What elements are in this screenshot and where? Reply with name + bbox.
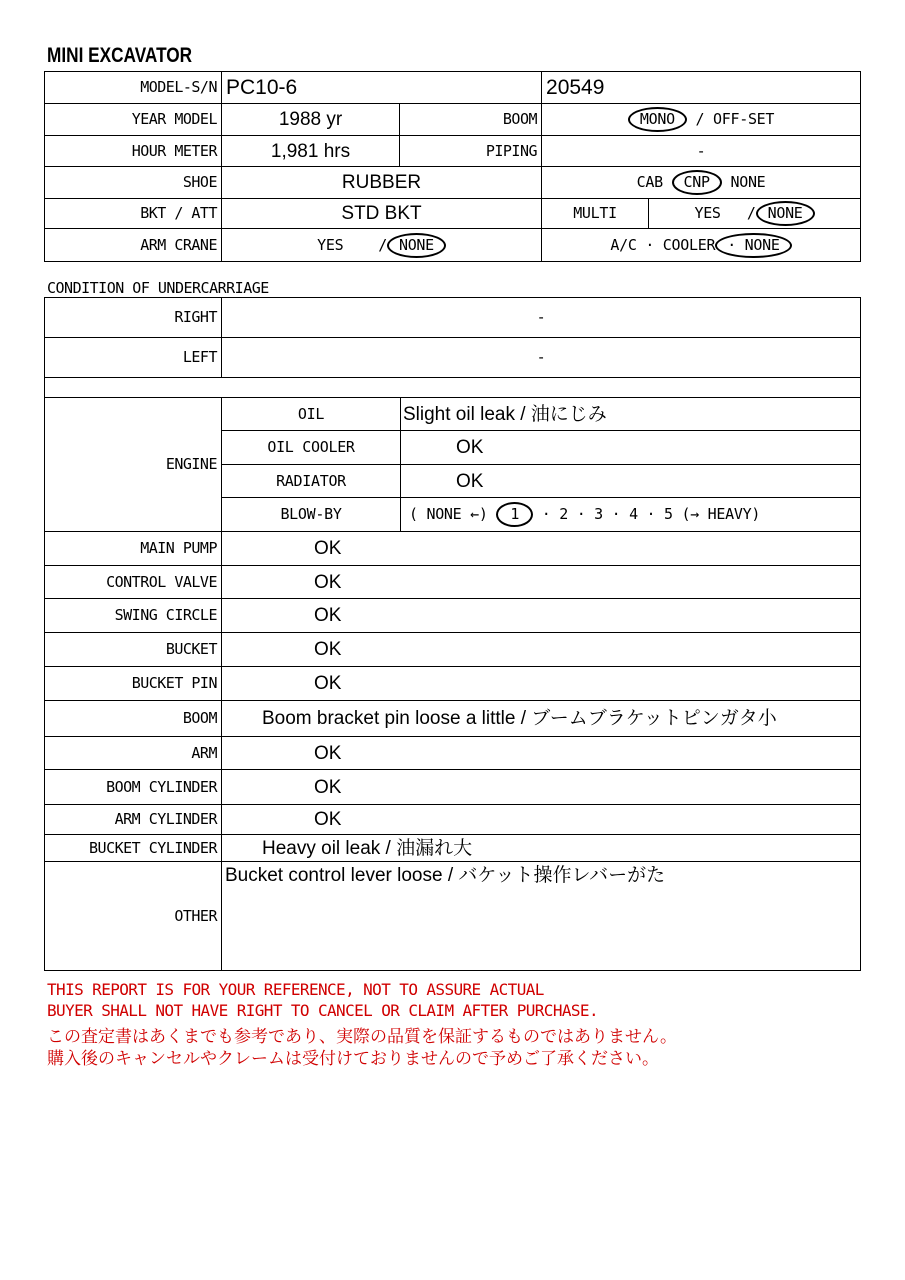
left-label: LEFT	[45, 338, 222, 378]
part-value: OK	[222, 566, 861, 599]
boom-label: BOOM	[400, 104, 542, 136]
model-label: MODEL-S/N	[45, 72, 222, 104]
oil-label: OIL	[222, 398, 401, 431]
armcrane-yes: YES	[317, 235, 344, 254]
cab-none: NONE	[730, 173, 766, 191]
part-value: OK	[222, 805, 861, 835]
other-label: OTHER	[45, 862, 222, 971]
part-value: OK	[222, 532, 861, 566]
undercarriage-heading: CONDITION OF UNDERCARRIAGE	[47, 279, 269, 297]
right-label: RIGHT	[45, 298, 222, 338]
blowby-scale	[401, 498, 861, 532]
year-label: YEAR MODEL	[45, 104, 222, 136]
blowby-1-circled: 1	[496, 502, 533, 527]
shoe-value: RUBBER	[222, 167, 542, 199]
part-value: OK	[222, 770, 861, 805]
piping-label: PIPING	[400, 136, 542, 167]
part-label: BUCKET	[45, 633, 222, 667]
part-label: BUCKET PIN	[45, 667, 222, 701]
part-label: ARM CYLINDER	[45, 805, 222, 835]
part-value: OK	[222, 633, 861, 667]
disclaimer-line-3: この査定書はあくまでも参考であり、実際の品質を保証するものではありません。	[47, 1027, 678, 1046]
hour-value: 1,981 hrs	[222, 136, 400, 167]
part-value: OK	[222, 737, 861, 770]
oil-cooler-label: OIL COOLER	[222, 431, 401, 465]
cab-cnp-circled: CNP	[672, 170, 722, 195]
multi-none-circled: NONE	[756, 201, 815, 226]
armcrane-value: YES / NONE	[222, 229, 542, 262]
disclaimer-line-4: 購入後のキャンセルやクレームは受付けておりませんので予めご了承ください。	[47, 1049, 659, 1068]
boom-offset: OFF-SET	[713, 110, 775, 128]
multi-yes: YES	[694, 204, 721, 222]
right-value: -	[222, 298, 861, 338]
part-label: MAIN PUMP	[45, 532, 222, 566]
part-value: OK	[222, 667, 861, 701]
piping-value: -	[542, 136, 861, 167]
bkt-label: BKT / ATT	[45, 199, 222, 229]
part-label: BOOM	[45, 701, 222, 737]
part-value: Boom bracket pin loose a little / ブームブラケットピンガタ小	[222, 701, 861, 737]
blowby-label: BLOW-BY	[222, 498, 401, 532]
engine-label: ENGINE	[45, 398, 222, 532]
boom-separator: /	[695, 110, 705, 128]
multi-value: YES / NONE	[649, 199, 861, 229]
part-label: BUCKET CYLINDER	[45, 835, 222, 862]
ac-value	[542, 229, 861, 262]
blowby-rest: · 2 · 3 · 4 · 5 (→ HEAVY)	[541, 505, 761, 523]
serial-value: 20549	[542, 72, 861, 104]
year-value: 1988 yr	[222, 104, 400, 136]
disclaimer-line-1: THIS REPORT IS FOR YOUR REFERENCE, NOT TO ASSURE ACTUAL	[47, 980, 544, 999]
ac-label: A/C · COOLER	[610, 235, 716, 254]
ac-none-circled: · NONE	[715, 233, 791, 258]
shoe-label: SHOE	[45, 167, 222, 199]
boom-type	[542, 104, 861, 136]
radiator-value: OK	[401, 465, 861, 498]
condition-table	[44, 297, 861, 971]
multi-label: MULTI	[542, 199, 649, 229]
part-label: CONTROL VALVE	[45, 566, 222, 599]
part-label: ARM	[45, 737, 222, 770]
spec-table	[44, 71, 861, 262]
part-label: BOOM CYLINDER	[45, 770, 222, 805]
disclaimer-line-2: BUYER SHALL NOT HAVE RIGHT TO CANCEL OR CLAIM AFTER PURCHASE.	[47, 1001, 599, 1020]
armcrane-label: ARM CRANE	[45, 229, 222, 262]
model-value: PC10-6	[222, 72, 542, 104]
boom-mono-circled: MONO	[628, 107, 687, 132]
page-title: MINI EXCAVATOR	[47, 44, 193, 67]
left-value: -	[222, 338, 861, 378]
blowby-none: ( NONE ←)	[409, 505, 488, 523]
cab-label: CAB	[636, 173, 663, 191]
part-label: SWING CIRCLE	[45, 599, 222, 633]
cab-value	[542, 167, 861, 199]
oil-cooler-value: OK	[401, 431, 861, 465]
part-value: Heavy oil leak / 油漏れ大	[222, 835, 861, 862]
hour-label: HOUR METER	[45, 136, 222, 167]
part-value: OK	[222, 599, 861, 633]
bkt-value: STD BKT	[222, 199, 542, 229]
other-value: Bucket control lever loose / バケット操作レバーがた	[222, 862, 861, 971]
spacer-row	[45, 378, 861, 398]
oil-value: Slight oil leak / 油にじみ	[401, 398, 861, 431]
armcrane-none-circled: NONE	[387, 233, 446, 258]
radiator-label: RADIATOR	[222, 465, 401, 498]
